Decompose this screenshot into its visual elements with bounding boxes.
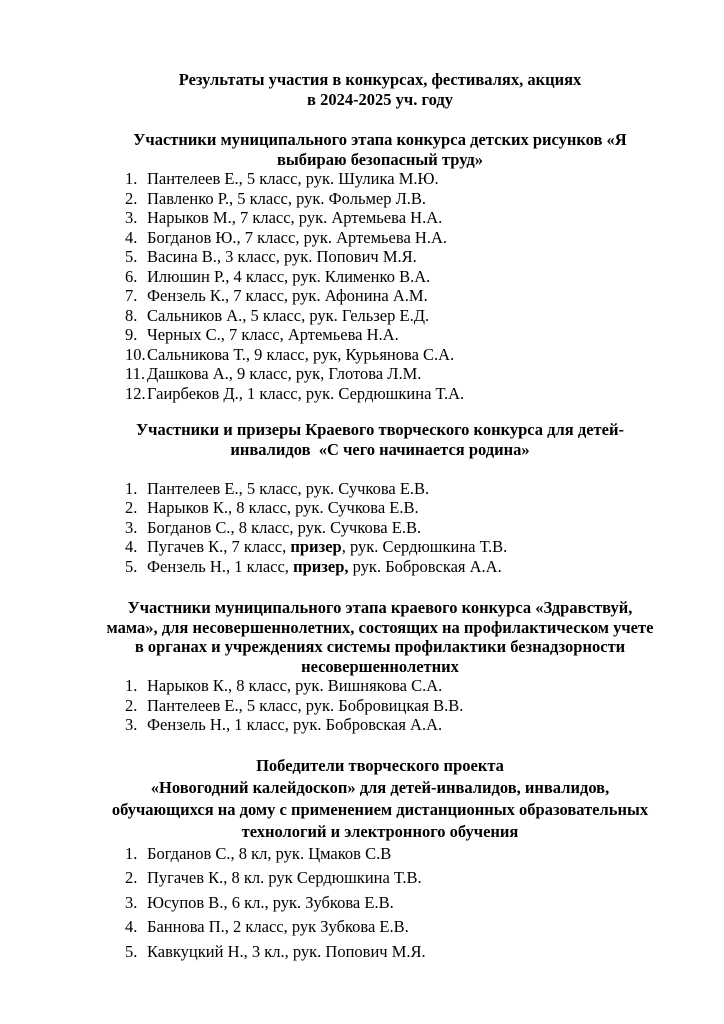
list-item-text xyxy=(147,247,668,267)
document-title-line-2: в 2024-2025 уч. году xyxy=(307,89,453,109)
section-novogodniy-kaleydoskop-project-list xyxy=(92,843,668,963)
list-item xyxy=(92,676,668,696)
heading-line: мама», для несовершеннолетних, состоящих на профилактическом учете xyxy=(106,617,654,637)
list-item-text xyxy=(147,189,668,209)
list-item xyxy=(92,941,668,963)
list-item-number: 4. xyxy=(125,227,138,247)
list-item-text xyxy=(147,364,668,384)
text-run: , рук. Сердюшкина Т.В. xyxy=(341,537,508,556)
list-item-number: 1. xyxy=(125,169,138,188)
text-run: Нарыков К., 8 класс, рук. Сучкова Е.В. xyxy=(147,498,419,517)
heading-line: Участники муниципального этапа конкурса детских рисунков «Я xyxy=(133,130,627,149)
list-item-number: 12. xyxy=(125,383,146,403)
section-rodina-contest-heading xyxy=(92,420,668,459)
text-run: Фензель К., 7 класс, рук. Афонина А.М. xyxy=(147,286,428,305)
text-run: Богданов С., 8 класс, рук. Сучкова Е.В. xyxy=(147,517,422,537)
list-item-text xyxy=(147,518,668,538)
list-item-text xyxy=(147,676,668,696)
list-item-number: 2. xyxy=(125,498,138,517)
list-item xyxy=(92,228,668,248)
list-item xyxy=(92,286,668,306)
list-item-text xyxy=(147,715,668,735)
list-item-text xyxy=(147,208,668,228)
list-item-number: 5. xyxy=(125,247,138,266)
list-item-number: 8. xyxy=(125,305,138,325)
list-item-text xyxy=(147,267,668,287)
list-item-number: 1. xyxy=(125,843,138,863)
list-item xyxy=(92,189,668,209)
list-item xyxy=(92,364,668,384)
list-item xyxy=(92,696,668,716)
text-run: Кавкуцкий Н., 3 кл., рук. Попович М.Я. xyxy=(147,941,426,961)
section-safe-labor-drawing-contest-list xyxy=(92,169,668,403)
list-item-text xyxy=(147,843,668,865)
section-safe-labor-drawing-contest xyxy=(92,130,668,403)
list-item-number: 6. xyxy=(125,266,138,286)
heading-line: обучающихся на дому с применением дистанционных образовательных xyxy=(111,799,649,819)
list-item xyxy=(92,384,668,404)
list-item-number: 3. xyxy=(125,208,138,227)
text-run: Сальникова Т., 9 класс, рук, Курьянова С.А. xyxy=(147,344,455,364)
section-rodina-contest-list xyxy=(92,479,668,577)
list-item-text xyxy=(147,325,668,345)
bold-text-run: призер xyxy=(290,537,342,556)
list-item-text xyxy=(147,892,668,914)
text-run: Пугачев К., 7 класс, xyxy=(147,537,291,556)
list-item-text xyxy=(147,169,668,189)
list-item-text xyxy=(147,867,668,889)
list-item xyxy=(92,479,668,499)
section-zdravstvuy-mama-contest-heading xyxy=(92,598,668,676)
heading-line: Победители творческого проекта xyxy=(256,755,504,775)
list-item-number: 5. xyxy=(125,556,138,576)
list-item-number: 4. xyxy=(125,537,138,556)
list-item xyxy=(92,306,668,326)
list-item-text xyxy=(147,345,668,365)
text-run: Нарыков К., 8 класс, рук. Вишнякова С.А. xyxy=(147,676,443,695)
heading-line: технологий и электронного обучения xyxy=(241,821,519,841)
list-item-number: 2. xyxy=(125,188,138,208)
text-run: Богданов Ю., 7 класс, рук. Артемьева Н.А. xyxy=(147,227,447,247)
list-item xyxy=(92,208,668,228)
list-item xyxy=(92,169,668,189)
text-run: Пугачев К., 8 кл. рук Сердюшкина Т.В. xyxy=(147,868,422,887)
heading-line: в органах и учреждениях системы профилактики безнадзорности xyxy=(134,637,626,656)
text-run: Черных С., 7 класс, Артемьева Н.А. xyxy=(147,325,399,344)
text-run: Пантелеев Е., 5 класс, рук. Бобровицкая В.В. xyxy=(147,695,464,715)
list-item-number: 10. xyxy=(125,344,146,364)
list-item-text xyxy=(147,557,668,577)
list-item-text xyxy=(147,286,668,306)
section-novogodniy-kaleydoskop-project xyxy=(92,755,668,963)
text-run: Пантелеев Е., 5 класс, рук. Шулика М.Ю. xyxy=(147,169,439,188)
text-run: Юсупов В., 6 кл., рук. Зубкова Е.В. xyxy=(147,892,394,912)
list-item-number: 7. xyxy=(125,286,138,305)
list-item xyxy=(92,557,668,577)
text-run: Васина В., 3 класс, рук. Попович М.Я. xyxy=(147,247,417,266)
heading-line: Участники и призеры Краевого творческого конкурса для детей- xyxy=(136,420,624,439)
list-item-text xyxy=(147,479,668,499)
list-item-text xyxy=(147,228,668,248)
list-item-text xyxy=(147,941,668,963)
text-run: Пантелеев Е., 5 класс, рук. Сучкова Е.В. xyxy=(147,478,430,498)
heading-line: «Новогодний калейдоскоп» для детей-инвалидов, инвалидов, xyxy=(150,777,610,797)
list-item xyxy=(92,267,668,287)
text-run: рук. Бобровская А.А. xyxy=(348,556,502,576)
list-item-number: 1. xyxy=(125,676,138,695)
list-item-text xyxy=(147,498,668,518)
list-item xyxy=(92,498,668,518)
list-item-number: 9. xyxy=(125,325,138,344)
heading-line: несовершеннолетних xyxy=(301,656,459,676)
text-run: Сальников А., 5 класс, рук. Гельзер Е.Д. xyxy=(147,305,430,325)
sections-container xyxy=(92,130,668,963)
list-item-number: 4. xyxy=(125,917,138,936)
list-item xyxy=(92,867,668,889)
list-item-text xyxy=(147,306,668,326)
text-run: Дашкова А., 9 класс, рук, Глотова Л.М. xyxy=(147,364,422,383)
section-rodina-contest xyxy=(92,420,668,576)
list-item-number: 11. xyxy=(125,364,146,383)
list-item xyxy=(92,518,668,538)
heading-line: выбираю безопасный труд» xyxy=(276,149,484,169)
list-item-text xyxy=(147,916,668,938)
list-item-number: 2. xyxy=(125,695,138,715)
list-item xyxy=(92,916,668,938)
list-item xyxy=(92,345,668,365)
list-item-text xyxy=(147,384,668,404)
text-run: Богданов С., 8 кл, рук. Цмаков С.В xyxy=(147,843,392,863)
list-item xyxy=(92,843,668,865)
list-item xyxy=(92,247,668,267)
list-item-number: 3. xyxy=(125,517,138,537)
text-run: Илюшин Р., 4 класс, рук. Клименко В.А. xyxy=(147,266,431,286)
text-run: Баннова П., 2 класс, рук Зубкова Е.В. xyxy=(147,917,409,936)
section-safe-labor-drawing-contest-heading xyxy=(92,130,668,169)
list-item-text xyxy=(147,696,668,716)
document-title-line-1: Результаты участия в конкурсах, фестивалях, акциях xyxy=(178,70,582,89)
list-item-number: 5. xyxy=(125,941,138,961)
bold-text-run: призер, xyxy=(293,556,349,576)
section-zdravstvuy-mama-contest-list xyxy=(92,676,668,735)
section-zdravstvuy-mama-contest xyxy=(92,598,668,735)
text-run: Фензель Н., 1 класс, xyxy=(147,556,294,576)
list-item-number: 3. xyxy=(125,892,138,912)
list-item-number: 3. xyxy=(125,715,138,734)
heading-line: инвалидов «С чего начинается родина» xyxy=(230,439,530,459)
heading-line: Участники муниципального этапа краевого конкурса «Здравствуй, xyxy=(127,598,633,617)
list-item xyxy=(92,537,668,557)
list-item-number: 2. xyxy=(125,868,138,887)
text-run: Нарыков М., 7 класс, рук. Артемьева Н.А. xyxy=(147,208,443,227)
document-title xyxy=(92,70,668,109)
list-item-number: 1. xyxy=(125,478,138,498)
list-item xyxy=(92,892,668,914)
section-novogodniy-kaleydoskop-project-heading xyxy=(92,755,668,843)
list-item xyxy=(92,325,668,345)
list-item-text xyxy=(147,537,668,557)
list-item xyxy=(92,715,668,735)
text-run: Павленко Р., 5 класс, рук. Фольмер Л.В. xyxy=(147,188,427,208)
text-run: Фензель Н., 1 класс, рук. Бобровская А.А. xyxy=(147,715,443,734)
text-run: Гаирбеков Д., 1 класс, рук. Сердюшкина Т.А. xyxy=(147,383,465,403)
